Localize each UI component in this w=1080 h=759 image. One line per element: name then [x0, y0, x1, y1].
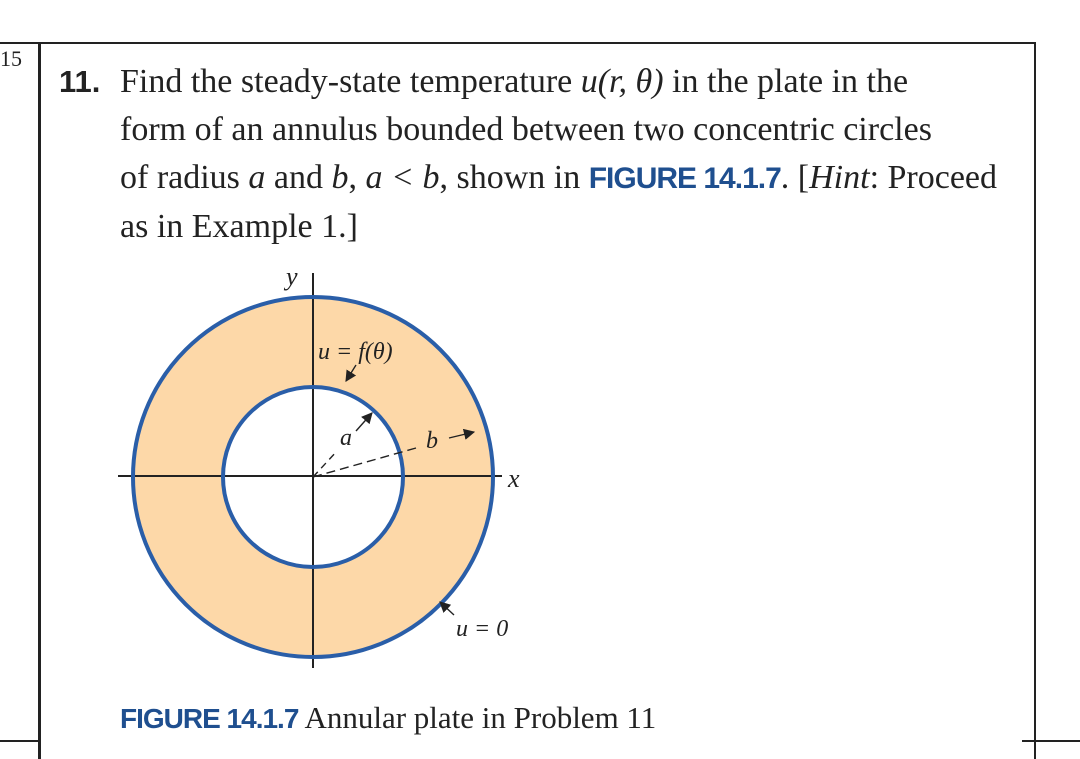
- problem-line-2: form of an annulus bounded between two concentric circles: [120, 111, 932, 148]
- page-number: 15: [0, 46, 22, 71]
- line3-b: b: [331, 159, 349, 196]
- bottom-tick-right: [1022, 740, 1080, 742]
- line3-a: a: [248, 159, 266, 196]
- caption-label: FIGURE 14.1.7: [120, 703, 299, 734]
- line3-pre: of radius: [120, 159, 249, 196]
- line1-args: (r, θ): [597, 63, 664, 100]
- y-axis-label: y: [286, 262, 298, 291]
- radius-b-label: b: [426, 428, 438, 454]
- problem-line-1: [59, 58, 1034, 106]
- line3-hint-rest: : Proceed: [869, 159, 998, 196]
- hint-label: Hint: [809, 159, 870, 196]
- x-axis-label: x: [508, 464, 520, 493]
- figure-caption: [120, 700, 656, 737]
- problem-line-4: as in Example 1.]: [120, 208, 358, 245]
- line3-shown: , shown in: [439, 159, 589, 196]
- problem-number: 11.: [59, 64, 101, 99]
- inner-boundary-label: u = f(θ): [318, 339, 393, 365]
- figure-reference-link[interactable]: FIGURE 14.1.7: [588, 162, 781, 195]
- radius-a-label: a: [340, 425, 352, 451]
- top-rule: [0, 42, 1036, 44]
- caption-text: Annular plate in Problem 11: [298, 700, 657, 735]
- line3-inequality: a < b: [365, 159, 440, 196]
- line1-post: in the plate in the: [663, 63, 909, 100]
- radius-a-dash: [313, 451, 337, 477]
- bottom-tick-left: [0, 740, 38, 742]
- left-rule: [38, 42, 41, 759]
- problem-line-3: [59, 154, 1034, 203]
- line1-pre: Find the steady-state temperature: [120, 63, 581, 100]
- line3-and: and: [265, 159, 332, 196]
- line1-var: u: [580, 63, 598, 100]
- annulus-figure: [100, 255, 540, 675]
- outer-boundary-arrow: [440, 602, 454, 615]
- radius-a-arrow: [356, 413, 372, 431]
- outer-boundary-label: u = 0: [456, 616, 509, 642]
- line3-dot: . [: [780, 159, 810, 196]
- right-rule: [1034, 42, 1036, 759]
- line3-comma: ,: [348, 159, 366, 196]
- problem-text: [59, 58, 1034, 251]
